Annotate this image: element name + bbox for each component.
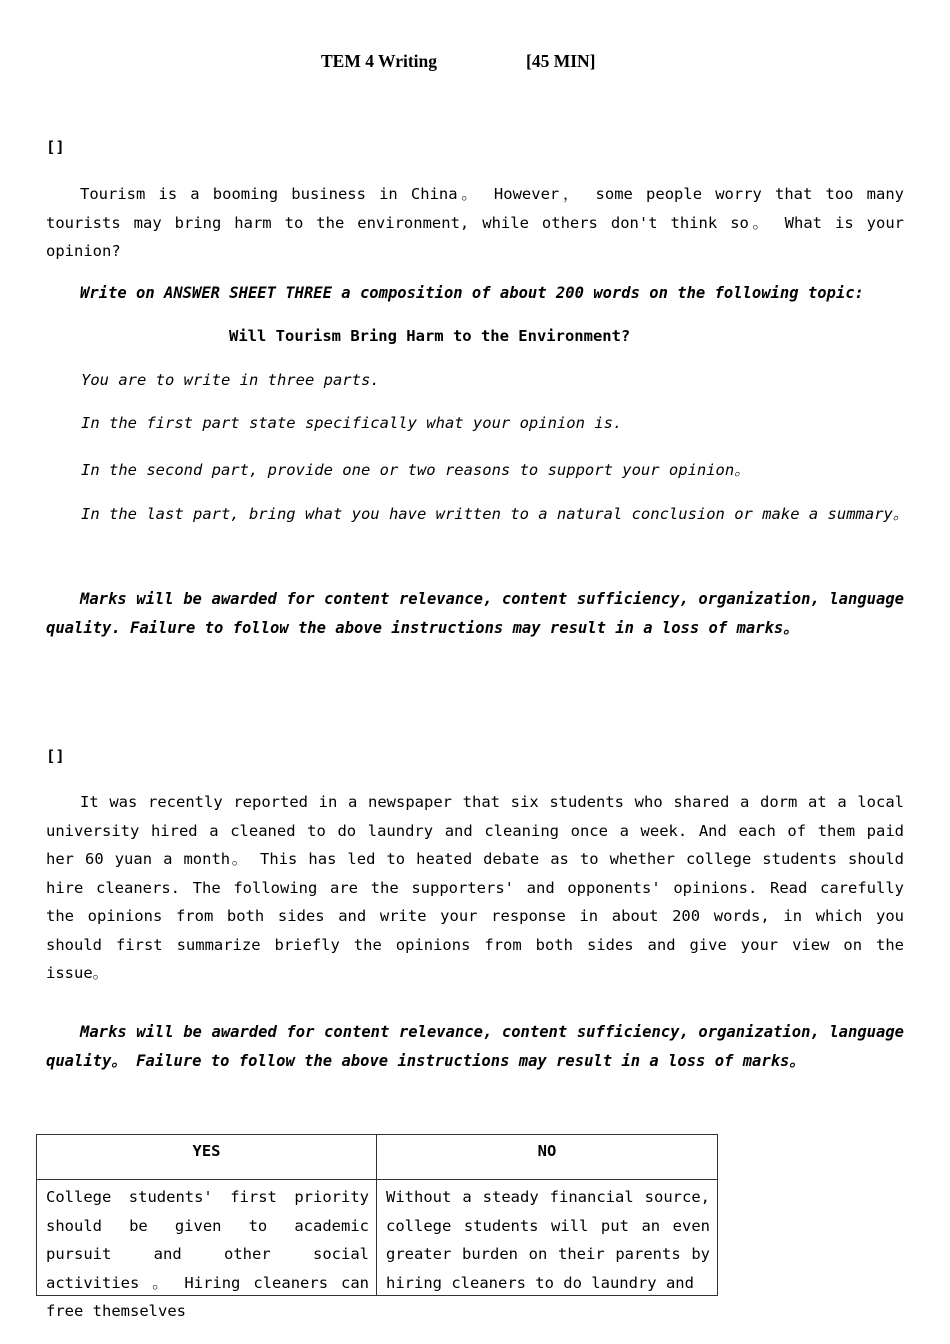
opinions-table (36, 1134, 718, 1320)
section2-prompt: It was recently reported in a newspaper that six students who shared a dorm at a local university hired a cleaned to do laundry and cleaning once a week. And each of them paid her 60 yuan a month。 This has led to heated debate as to whether college students should hire cleaners. The following are the supporters' and opponents' opinions. Read carefully the opinions from both sides and write your response in about 200 words, in which you should first summarize briefly the opinions from both sides and give your view on the issue。 (46, 793, 904, 982)
part-instruction-2: In the first part state specifically what your opinion is. (81, 414, 623, 432)
no-opinion-text: Without a steady financial source, college students will put an even greater burden on their parents by hiring cleaners to do laundry and (386, 1188, 710, 1292)
table-header-row (37, 1135, 718, 1180)
header-yes: YES (37, 1135, 377, 1180)
section1-prompt: Tourism is a booming business in China。 However， some people worry that too many tourists may bring harm to the environment, while others don't think so。 What is your opinion? (46, 185, 904, 260)
header-no: NO (377, 1135, 718, 1180)
section2-marker: [] (46, 747, 65, 765)
table-row (37, 1180, 718, 1296)
part-instruction-3: In the second part, provide one or two reasons to support your opinion。 (81, 461, 750, 479)
exam-title: TEM 4 Writing (321, 51, 438, 71)
section1-instruction: Write on ANSWER SHEET THREE a composition of about 200 words on the following topic: (80, 284, 864, 302)
section1-marker: [] (46, 138, 65, 156)
exam-duration: [45 MIN] (526, 51, 596, 71)
section2-marks-note: Marks will be awarded for content relevance, content sufficiency, organization, language quality。 Failure to follow the above instructions may result in a loss of marks。 (46, 1023, 904, 1070)
yes-cell (37, 1180, 377, 1320)
yes-opinion-text: College students' first priority should be given to academic pursuit and other social activities 。 Hiring cleaners can free themselves (46, 1188, 369, 1320)
section1-marks-note: Marks will be awarded for content relevance, content sufficiency, organization, language quality. Failure to follow the above instructions may result in a loss of marks。 (46, 590, 904, 637)
part-instruction-1: You are to write in three parts. (81, 371, 380, 389)
no-cell (377, 1180, 718, 1296)
essay-topic: Will Tourism Bring Harm to the Environment? (229, 327, 631, 345)
part-instruction-4: In the last part, bring what you have written to a natural conclusion or make a summary。 (81, 505, 909, 523)
